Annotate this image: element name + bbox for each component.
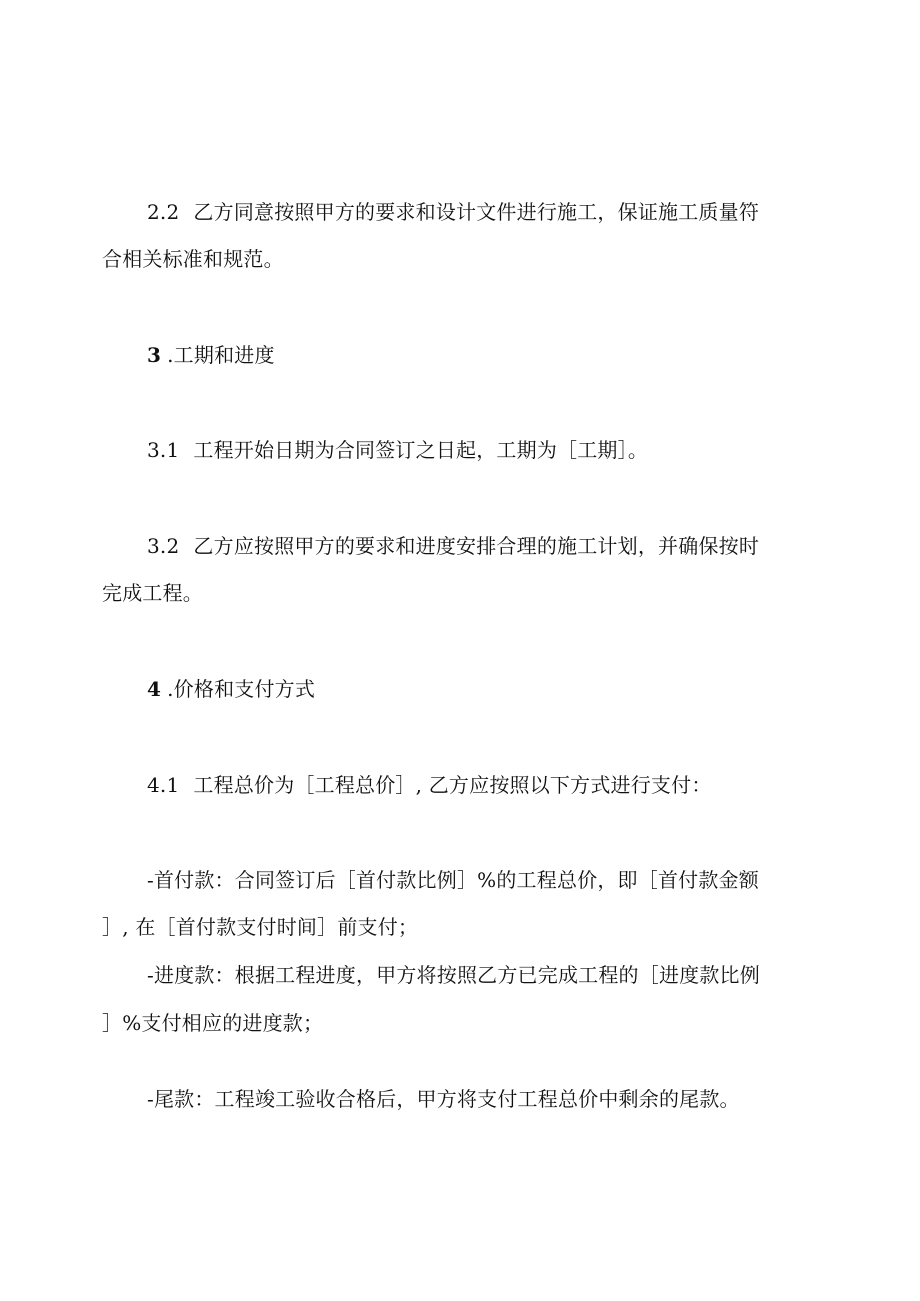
clause-4-1: [147, 771, 867, 799]
payment-text: ］, 在［首付款支付时间］前支付；: [102, 915, 419, 939]
clause-2-2: [147, 198, 867, 226]
payment-item-progress-payment: [147, 961, 867, 989]
clause-3-2: [147, 532, 867, 560]
payment-text: ］%支付相应的进度款；: [102, 1011, 324, 1035]
section-title: .工期和进度: [167, 343, 275, 367]
clause-number: 2.2: [147, 200, 180, 224]
section-number: 4: [147, 677, 162, 701]
clause-2-2-continued: [102, 245, 822, 273]
clause-text: 合相关标准和规范。: [102, 247, 284, 271]
clause-number: 4.1: [147, 773, 180, 797]
clause-number: 3.1: [147, 438, 180, 462]
clause-text: 乙方应按照甲方的要求和进度安排合理的施工计划，并确保按时: [193, 534, 760, 558]
clause-text: 工程开始日期为合同签订之日起，工期为［工期］。: [193, 438, 649, 462]
section-heading-3: [147, 341, 867, 369]
section-heading-4: [147, 675, 867, 703]
clause-text: 乙方同意按照甲方的要求和设计文件进行施工，保证施工质量符: [193, 200, 760, 224]
payment-text: -尾款：工程竣工验收合格后，甲方将支付工程总价中剩余的尾款。: [147, 1087, 740, 1111]
payment-text: -首付款：合同签订后［首付款比例］%的工程总价，即［首付款金额: [147, 868, 759, 892]
payment-item-down-payment: [147, 866, 867, 894]
section-title: .价格和支付方式: [167, 677, 316, 701]
payment-item-final-payment: [147, 1085, 867, 1113]
clause-3-2-continued: [102, 579, 822, 607]
payment-item-progress-payment-continued: [102, 1009, 822, 1037]
section-number: 3: [147, 343, 162, 367]
payment-text: -进度款：根据工程进度，甲方将按照乙方已完成工程的［进度款比例: [147, 963, 760, 987]
clause-3-1: [147, 436, 867, 464]
payment-item-down-payment-continued: [102, 913, 822, 941]
clause-number: 3.2: [147, 534, 180, 558]
clause-text: 工程总价为［工程总价］, 乙方应按照以下方式进行支付：: [193, 773, 712, 797]
clause-text: 完成工程。: [102, 581, 203, 605]
